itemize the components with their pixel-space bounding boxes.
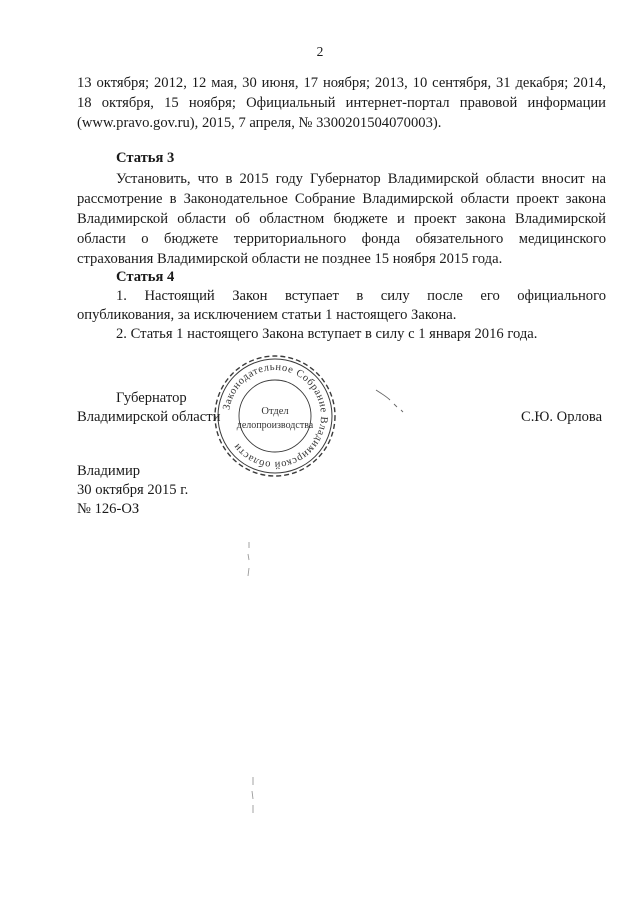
article-4-line-2: опубликования, за исключением статьи 1 настоящего Закона.: [77, 307, 457, 323]
intro-line-3: (www.pravo.gov.ru), 2015, 7 апреля, № 3300201504070003).: [77, 115, 442, 131]
signature-position-line-2: Владимирской области: [77, 409, 221, 425]
article-4-line-1: 1. Настоящий Закон вступает в силу после его официального: [116, 288, 606, 304]
signature-name: С.Ю. Орлова: [521, 409, 603, 425]
scan-artifact-upper: [246, 540, 252, 580]
signature-position-line-1: Губернатор: [116, 390, 187, 406]
article-4-heading: Статья 4: [116, 269, 175, 285]
footer-city: Владимир: [77, 463, 141, 479]
scan-artifact-lower: [250, 775, 256, 815]
stamp-center-line-2: делопроизводства: [236, 420, 314, 431]
footer-date: 30 октября 2015 г.: [77, 482, 189, 498]
article-3-heading: Статья 3: [116, 150, 175, 166]
article-3-line-3: Владимирской области об областном бюджете и проект закона Владимирской: [77, 211, 606, 227]
stamp-ring-text: Законодательное Собрание Владимирской области: [221, 361, 330, 471]
article-3-line-5: страхования Владимирской области не позднее 15 ноября 2015 года.: [77, 251, 503, 267]
signature-mark: [374, 386, 410, 416]
article-3-line-2: рассмотрение в Законодательное Собрание Владимирской области проект закона: [77, 191, 606, 207]
footer-number: № 126-ОЗ: [77, 501, 140, 517]
page-number: 2: [316, 44, 324, 59]
article-3-line-1: Установить, что в 2015 году Губернатор Владимирской области вносит на: [116, 171, 606, 187]
article-3-line-4: области о бюджете территориального фонда обязательного медицинского: [77, 231, 606, 247]
intro-line-1: 13 октября; 2012, 12 мая, 30 июня, 17 ноября; 2013, 10 сентября, 31 декабря; 2014,: [77, 75, 606, 91]
stamp-center-line-1: Отдел: [261, 406, 289, 417]
intro-line-2: 18 октября, 15 ноября; Официальный интернет-портал правовой информации: [77, 95, 606, 111]
official-stamp: [211, 352, 339, 480]
article-4-line-3: 2. Статья 1 настоящего Закона вступает в силу с 1 января 2016 года.: [116, 326, 538, 342]
